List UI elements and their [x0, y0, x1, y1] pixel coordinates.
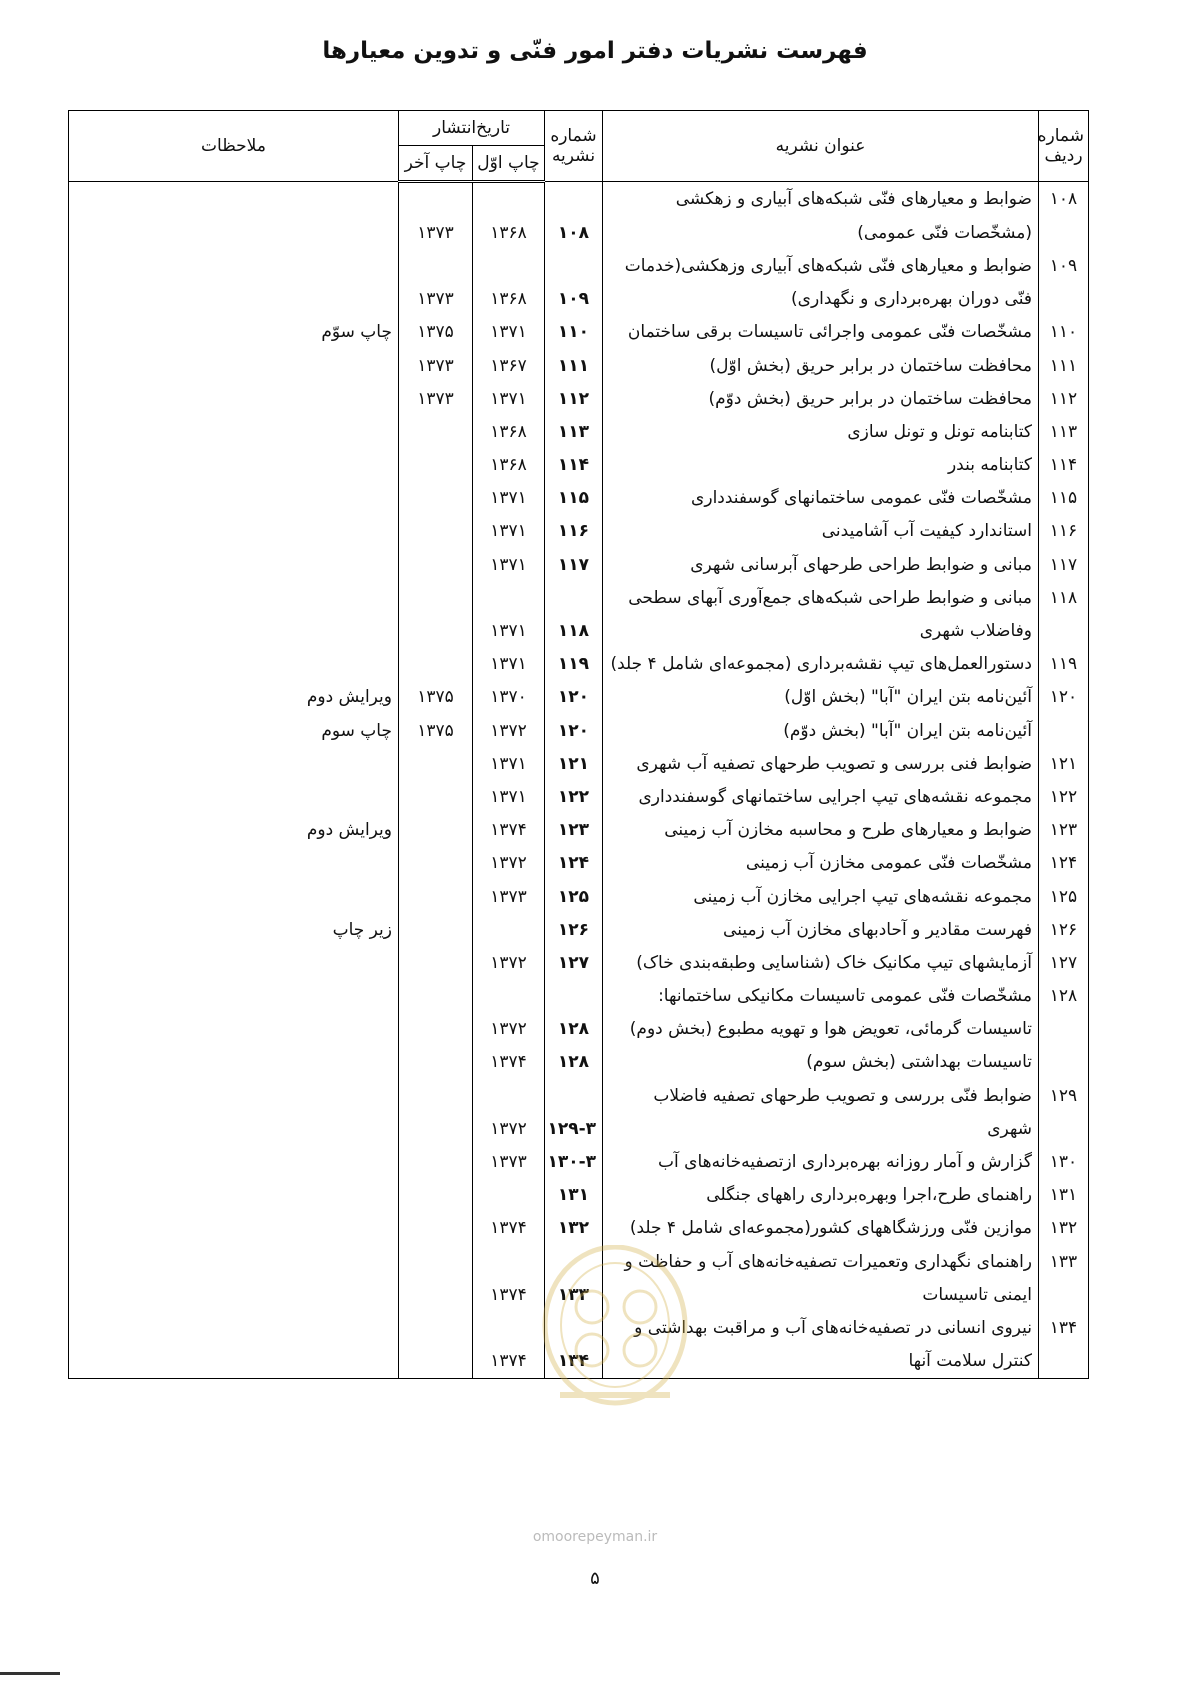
- header-first-print: چاپ اوّل: [473, 146, 545, 182]
- first-print-cell: ۱۳۷۰: [473, 681, 545, 714]
- first-print-cell: ۱۳۶۸: [473, 283, 545, 316]
- first-print-cell: ۱۳۶۸: [473, 449, 545, 482]
- header-row-number: [1039, 111, 1089, 182]
- row-number-cell: ۱۱۰: [1039, 316, 1089, 349]
- first-print-cell: ۱۳۷۱: [473, 548, 545, 581]
- table-row: [69, 1245, 1089, 1278]
- notes-cell: [69, 880, 399, 913]
- title-cell: کنترل سلامت آنها: [603, 1345, 1039, 1379]
- first-print-cell: ۱۳۷۱: [473, 515, 545, 548]
- table-row: [69, 1311, 1089, 1344]
- first-print-cell: [473, 913, 545, 946]
- title-cell: مشخّصات فنّی عمومی تاسیسات مکانیکی ساختمانها:: [603, 980, 1039, 1013]
- title-cell: آئین‌نامه بتن ایران "آبا" (بخش دوّم): [603, 714, 1039, 747]
- header-pub-number-line-1: شماره: [550, 126, 597, 146]
- table-row: [69, 581, 1089, 614]
- last-print-cell: [399, 1013, 473, 1046]
- table-row: [69, 747, 1089, 780]
- last-print-cell: [399, 980, 473, 1013]
- title-cell: ضوابط و معیارهای فنّی شبکه‌های آبیاری و زهکشی: [603, 182, 1039, 217]
- title-cell: مجموعه نقشه‌های تیپ اجرایی مخازن آب زمینی: [603, 880, 1039, 913]
- notes-cell: [69, 1212, 399, 1245]
- last-print-cell: [399, 1112, 473, 1145]
- row-number-cell: [1039, 614, 1089, 647]
- first-print-cell: [473, 581, 545, 614]
- notes-cell: [69, 482, 399, 515]
- title-cell: تاسیسات بهداشتی (بخش سوم): [603, 1046, 1039, 1079]
- title-cell: مشخّصات فنّی عمومی ساختمانهای گوسفندداری: [603, 482, 1039, 515]
- row-number-cell: ۱۱۶: [1039, 515, 1089, 548]
- notes-cell: [69, 283, 399, 316]
- title-cell: مشخّصات فنّی عمومی مخازن آب زمینی: [603, 847, 1039, 880]
- first-print-cell: ۱۳۷۴: [473, 1212, 545, 1245]
- title-cell: محافظت ساختمان در برابر حریق (بخش اوّل): [603, 349, 1039, 382]
- last-print-cell: [399, 946, 473, 979]
- last-print-cell: [399, 1179, 473, 1212]
- row-number-cell: ۱۲۹: [1039, 1079, 1089, 1112]
- last-print-cell: [399, 913, 473, 946]
- row-number-cell: ۱۲۳: [1039, 814, 1089, 847]
- row-number-cell: ۱۱۷: [1039, 548, 1089, 581]
- notes-cell: [69, 216, 399, 249]
- title-cell: وفاضلاب شهری: [603, 614, 1039, 647]
- table-row: [69, 382, 1089, 415]
- first-print-cell: ۱۳۷۱: [473, 382, 545, 415]
- pub-number-cell: ۱۲۶: [545, 913, 603, 946]
- table-row: [69, 614, 1089, 647]
- notes-cell: [69, 847, 399, 880]
- first-print-cell: ۱۳۷۱: [473, 482, 545, 515]
- table-row: [69, 980, 1089, 1013]
- row-number-cell: ۱۳۲: [1039, 1212, 1089, 1245]
- table-row: [69, 1145, 1089, 1178]
- title-cell: مشخّصات فنّی عمومی واجرائی تاسیسات برقی ساختمان: [603, 316, 1039, 349]
- notes-cell: [69, 747, 399, 780]
- last-print-cell: [399, 1046, 473, 1079]
- row-number-cell: ۱۱۴: [1039, 449, 1089, 482]
- first-print-cell: ۱۳۷۲: [473, 847, 545, 880]
- pub-number-cell: ۱۱۱: [545, 349, 603, 382]
- notes-cell: [69, 1046, 399, 1079]
- pub-number-cell: [545, 1079, 603, 1112]
- table-row: [69, 880, 1089, 913]
- row-number-cell: [1039, 216, 1089, 249]
- pub-number-cell: ۱۱۴: [545, 449, 603, 482]
- table-row: [69, 1112, 1089, 1145]
- pub-number-cell: ۱۰۹: [545, 283, 603, 316]
- row-number-cell: ۱۰۹: [1039, 249, 1089, 282]
- notes-cell: ویرایش دوم: [69, 814, 399, 847]
- pub-number-cell: ۱۱۷: [545, 548, 603, 581]
- notes-cell: [69, 349, 399, 382]
- table-row: [69, 249, 1089, 282]
- notes-cell: [69, 548, 399, 581]
- row-number-cell: ۱۲۱: [1039, 747, 1089, 780]
- table-body: [69, 182, 1089, 1379]
- title-cell: کتابنامه بندر: [603, 449, 1039, 482]
- last-print-cell: [399, 1245, 473, 1278]
- title-cell: ضوابط و معیارهای فنّی شبکه‌های آبیاری وزهکشی(خدمات: [603, 249, 1039, 282]
- title-cell: ضوابط فنی بررسی و تصویب طرحهای تصفیه آب شهری: [603, 747, 1039, 780]
- first-print-cell: [473, 1179, 545, 1212]
- row-number-cell: ۱۱۹: [1039, 648, 1089, 681]
- pub-number-cell: ۱۱۵: [545, 482, 603, 515]
- first-print-cell: ۱۳۷۴: [473, 1278, 545, 1311]
- header-notes: ملاحظات: [69, 111, 399, 182]
- header-row-number-line-2: ردیف: [1044, 146, 1083, 166]
- header-pub-number-line-2: نشریه: [551, 146, 596, 166]
- title-cell: محافظت ساختمان در برابر حریق (بخش دوّم): [603, 382, 1039, 415]
- table-header-row-1: [69, 111, 1089, 146]
- first-print-cell: [473, 1079, 545, 1112]
- pub-number-cell: ۱۲۷: [545, 946, 603, 979]
- pub-number-cell: [545, 1245, 603, 1278]
- table-row: [69, 946, 1089, 979]
- last-print-cell: [399, 1212, 473, 1245]
- row-number-cell: [1039, 1013, 1089, 1046]
- first-print-cell: [473, 1245, 545, 1278]
- last-print-cell: ۱۳۷۳: [399, 349, 473, 382]
- pub-number-cell: ۱۲۰: [545, 714, 603, 747]
- title-cell: گزارش و آمار روزانه بهره‌برداری ازتصفیه‌خانه‌های آب: [603, 1145, 1039, 1178]
- title-cell: تاسیسات گرمائی، تعویض هوا و تهویه مطبوع (بخش دوم): [603, 1013, 1039, 1046]
- notes-cell: [69, 449, 399, 482]
- row-number-cell: ۱۱۳: [1039, 415, 1089, 448]
- notes-cell: [69, 1245, 399, 1278]
- table-row: [69, 548, 1089, 581]
- notes-cell: [69, 415, 399, 448]
- first-print-cell: ۱۳۷۲: [473, 946, 545, 979]
- table-row: [69, 1013, 1089, 1046]
- pub-number-cell: ۱۲۳: [545, 814, 603, 847]
- last-print-cell: ۱۳۷۵: [399, 681, 473, 714]
- notes-cell: [69, 515, 399, 548]
- last-print-cell: [399, 515, 473, 548]
- pub-number-cell: ۱۲۰: [545, 681, 603, 714]
- pub-number-cell: ۱۳۰-۳: [545, 1145, 603, 1178]
- notes-cell: [69, 382, 399, 415]
- table-row: [69, 681, 1089, 714]
- notes-cell: [69, 946, 399, 979]
- notes-cell: [69, 780, 399, 813]
- notes-cell: چاپ سوم: [69, 714, 399, 747]
- last-print-cell: ۱۳۷۳: [399, 382, 473, 415]
- table-row: [69, 714, 1089, 747]
- notes-cell: چاپ سوّم: [69, 316, 399, 349]
- first-print-cell: ۱۳۷۱: [473, 780, 545, 813]
- first-print-cell: ۱۳۶۷: [473, 349, 545, 382]
- row-number-cell: [1039, 1112, 1089, 1145]
- pub-number-cell: [545, 249, 603, 282]
- last-print-cell: [399, 1079, 473, 1112]
- pub-number-cell: ۱۲۲: [545, 780, 603, 813]
- pub-number-cell: ۱۱۰: [545, 316, 603, 349]
- first-print-cell: ۱۳۷۱: [473, 648, 545, 681]
- title-cell: راهنمای نگهداری وتعمیرات تصفیه‌خانه‌های آب و حفاظت و: [603, 1245, 1039, 1278]
- row-number-cell: [1039, 1345, 1089, 1379]
- pub-number-cell: ۱۲۱: [545, 747, 603, 780]
- pub-number-cell: ۱۲۸: [545, 1013, 603, 1046]
- pub-number-cell: ۱۱۲: [545, 382, 603, 415]
- pub-number-cell: ۱۳۴: [545, 1345, 603, 1379]
- table-row: [69, 814, 1089, 847]
- first-print-cell: [473, 980, 545, 1013]
- title-cell: استاندارد کیفیت آب آشامیدنی: [603, 515, 1039, 548]
- notes-cell: [69, 1145, 399, 1178]
- row-number-cell: ۱۱۲: [1039, 382, 1089, 415]
- row-number-cell: [1039, 1278, 1089, 1311]
- title-cell: (مشخّصات فنّی عمومی): [603, 216, 1039, 249]
- title-cell: نیروی انسانی در تصفیه‌خانه‌های آب و مراقبت بهداشتی و: [603, 1311, 1039, 1344]
- first-print-cell: ۱۳۷۲: [473, 1013, 545, 1046]
- title-cell: فنّی دوران بهره‌برداری و نگهداری): [603, 283, 1039, 316]
- last-print-cell: ۱۳۷۵: [399, 714, 473, 747]
- table-row: [69, 182, 1089, 217]
- title-cell: فهرست مقادیر و آحادبهای مخازن آب زمینی: [603, 913, 1039, 946]
- row-number-cell: ۱۲۸: [1039, 980, 1089, 1013]
- header-last-print: چاپ آخر: [399, 146, 473, 182]
- pub-number-cell: [545, 182, 603, 217]
- first-print-cell: ۱۳۷۱: [473, 316, 545, 349]
- title-cell: ضوابط فنّی بررسی و تصویب طرحهای تصفیه فاضلاب: [603, 1079, 1039, 1112]
- table-row: [69, 515, 1089, 548]
- row-number-cell: ۱۰۸: [1039, 182, 1089, 217]
- table-row: [69, 1179, 1089, 1212]
- row-number-cell: ۱۲۷: [1039, 946, 1089, 979]
- pub-number-cell: [545, 1311, 603, 1344]
- first-print-cell: ۱۳۷۲: [473, 714, 545, 747]
- pub-number-cell: ۱۳۲: [545, 1212, 603, 1245]
- title-cell: راهنمای طرح،اجرا وبهره‌برداری راههای جنگلی: [603, 1179, 1039, 1212]
- last-print-cell: [399, 1311, 473, 1344]
- last-print-cell: [399, 581, 473, 614]
- first-print-cell: ۱۳۷۳: [473, 880, 545, 913]
- title-cell: مبانی و ضوابط طراحی شبکه‌های جمع‌آوری آبهای سطحی: [603, 581, 1039, 614]
- row-number-cell: ۱۳۳: [1039, 1245, 1089, 1278]
- table-row: [69, 216, 1089, 249]
- first-print-cell: ۱۳۶۸: [473, 216, 545, 249]
- table-row: [69, 449, 1089, 482]
- first-print-cell: ۱۳۷۴: [473, 1345, 545, 1379]
- row-number-cell: ۱۱۱: [1039, 349, 1089, 382]
- title-cell: آزمایشهای تیپ مکانیک خاک (شناسایی وطبقه‌بندی خاک): [603, 946, 1039, 979]
- notes-cell: [69, 581, 399, 614]
- row-number-cell: ۱۱۸: [1039, 581, 1089, 614]
- first-print-cell: ۱۳۶۸: [473, 415, 545, 448]
- table-row: [69, 482, 1089, 515]
- last-print-cell: [399, 482, 473, 515]
- last-print-cell: [399, 880, 473, 913]
- first-print-cell: ۱۳۷۳: [473, 1145, 545, 1178]
- first-print-cell: ۱۳۷۲: [473, 1112, 545, 1145]
- notes-cell: [69, 249, 399, 282]
- pub-number-cell: ۱۲۴: [545, 847, 603, 880]
- website-watermark: omoorepeyman.ir: [532, 1529, 658, 1545]
- title-cell: شهری: [603, 1112, 1039, 1145]
- page-title: فهرست نشریات دفتر امور فنّی و تدوین معیارها: [322, 38, 868, 64]
- row-number-cell: ۱۲۵: [1039, 880, 1089, 913]
- last-print-cell: [399, 847, 473, 880]
- last-print-cell: [399, 614, 473, 647]
- notes-cell: [69, 1278, 399, 1311]
- table-row: [69, 283, 1089, 316]
- first-print-cell: [473, 249, 545, 282]
- notes-cell: [69, 1013, 399, 1046]
- first-print-cell: ۱۳۷۴: [473, 1046, 545, 1079]
- row-number-cell: ۱۲۶: [1039, 913, 1089, 946]
- last-print-cell: [399, 182, 473, 217]
- last-print-cell: [399, 449, 473, 482]
- pub-number-cell: ۱۱۹: [545, 648, 603, 681]
- first-print-cell: ۱۳۷۴: [473, 814, 545, 847]
- notes-cell: [69, 980, 399, 1013]
- title-cell: کتابنامه تونل و تونل سازی: [603, 415, 1039, 448]
- pub-number-cell: [545, 581, 603, 614]
- table-row: [69, 1345, 1089, 1379]
- notes-cell: زیر چاپ: [69, 913, 399, 946]
- table-row: [69, 1079, 1089, 1112]
- row-number-cell: [1039, 283, 1089, 316]
- pub-number-cell: ۱۳۱: [545, 1179, 603, 1212]
- row-number-cell: ۱۳۰: [1039, 1145, 1089, 1178]
- notes-cell: [69, 614, 399, 647]
- table-row: [69, 780, 1089, 813]
- pub-number-cell: [545, 980, 603, 1013]
- publications-table: [68, 110, 1089, 1379]
- pub-number-cell: ۱۱۸: [545, 614, 603, 647]
- last-print-cell: [399, 780, 473, 813]
- row-number-cell: [1039, 1046, 1089, 1079]
- row-number-cell: ۱۲۰: [1039, 681, 1089, 714]
- table-row: [69, 847, 1089, 880]
- title-cell: مجموعه نقشه‌های تیپ اجرایی ساختمانهای گوسفندداری: [603, 780, 1039, 813]
- last-print-cell: [399, 415, 473, 448]
- first-print-cell: ۱۳۷۱: [473, 614, 545, 647]
- scan-mark: [0, 1672, 60, 1675]
- notes-cell: [69, 648, 399, 681]
- header-title: عنوان نشریه: [603, 111, 1039, 182]
- title-cell: آئین‌نامه بتن ایران "آبا" (بخش اوّل): [603, 681, 1039, 714]
- notes-cell: [69, 1112, 399, 1145]
- pub-number-cell: ۱۱۶: [545, 515, 603, 548]
- title-cell: ایمنی تاسیسات: [603, 1278, 1039, 1311]
- last-print-cell: [399, 814, 473, 847]
- table-row: [69, 648, 1089, 681]
- pub-number-cell: ۱۲۸: [545, 1046, 603, 1079]
- last-print-cell: [399, 1345, 473, 1379]
- table-row: [69, 1278, 1089, 1311]
- table-row: [69, 1212, 1089, 1245]
- last-print-cell: [399, 1145, 473, 1178]
- title-cell: ضوابط و معیارهای طرح و محاسبه مخازن آب زمینی: [603, 814, 1039, 847]
- table-row: [69, 349, 1089, 382]
- pub-number-cell: ۱۱۳: [545, 415, 603, 448]
- header-publish-date: تاریخ‌انتشار: [399, 111, 545, 146]
- last-print-cell: ۱۳۷۳: [399, 216, 473, 249]
- last-print-cell: [399, 747, 473, 780]
- last-print-cell: [399, 548, 473, 581]
- row-number-cell: [1039, 714, 1089, 747]
- pub-number-cell: ۱۲۹-۳: [545, 1112, 603, 1145]
- row-number-cell: ۱۲۴: [1039, 847, 1089, 880]
- row-number-cell: ۱۲۲: [1039, 780, 1089, 813]
- table-row: [69, 415, 1089, 448]
- row-number-cell: ۱۱۵: [1039, 482, 1089, 515]
- header-pub-number: [545, 111, 603, 182]
- pub-number-cell: ۱۲۵: [545, 880, 603, 913]
- first-print-cell: [473, 182, 545, 217]
- pub-number-cell: ۱۳۳: [545, 1278, 603, 1311]
- first-print-cell: ۱۳۷۱: [473, 747, 545, 780]
- notes-cell: [69, 1311, 399, 1344]
- notes-cell: ویرایش دوم: [69, 681, 399, 714]
- notes-cell: [69, 182, 399, 217]
- notes-cell: [69, 1345, 399, 1379]
- table-row: [69, 913, 1089, 946]
- pub-number-cell: ۱۰۸: [545, 216, 603, 249]
- last-print-cell: [399, 1278, 473, 1311]
- last-print-cell: [399, 249, 473, 282]
- first-print-cell: [473, 1311, 545, 1344]
- row-number-cell: ۱۳۴: [1039, 1311, 1089, 1344]
- last-print-cell: [399, 648, 473, 681]
- header-row-number-line-1: شماره: [1037, 126, 1084, 146]
- row-number-cell: ۱۳۱: [1039, 1179, 1089, 1212]
- last-print-cell: ۱۳۷۵: [399, 316, 473, 349]
- page-number: ۵: [590, 1568, 600, 1589]
- table-row: [69, 316, 1089, 349]
- title-cell: مبانی و ضوابط طراحی طرحهای آبرسانی شهری: [603, 548, 1039, 581]
- notes-cell: [69, 1179, 399, 1212]
- title-cell: موازین فنّی ورزشگاههای کشور(مجموعه‌ای شامل ۴ جلد): [603, 1212, 1039, 1245]
- table-row: [69, 1046, 1089, 1079]
- last-print-cell: ۱۳۷۳: [399, 283, 473, 316]
- notes-cell: [69, 1079, 399, 1112]
- title-cell: دستورالعمل‌های تیپ نقشه‌برداری (مجموعه‌ای شامل ۴ جلد): [603, 648, 1039, 681]
